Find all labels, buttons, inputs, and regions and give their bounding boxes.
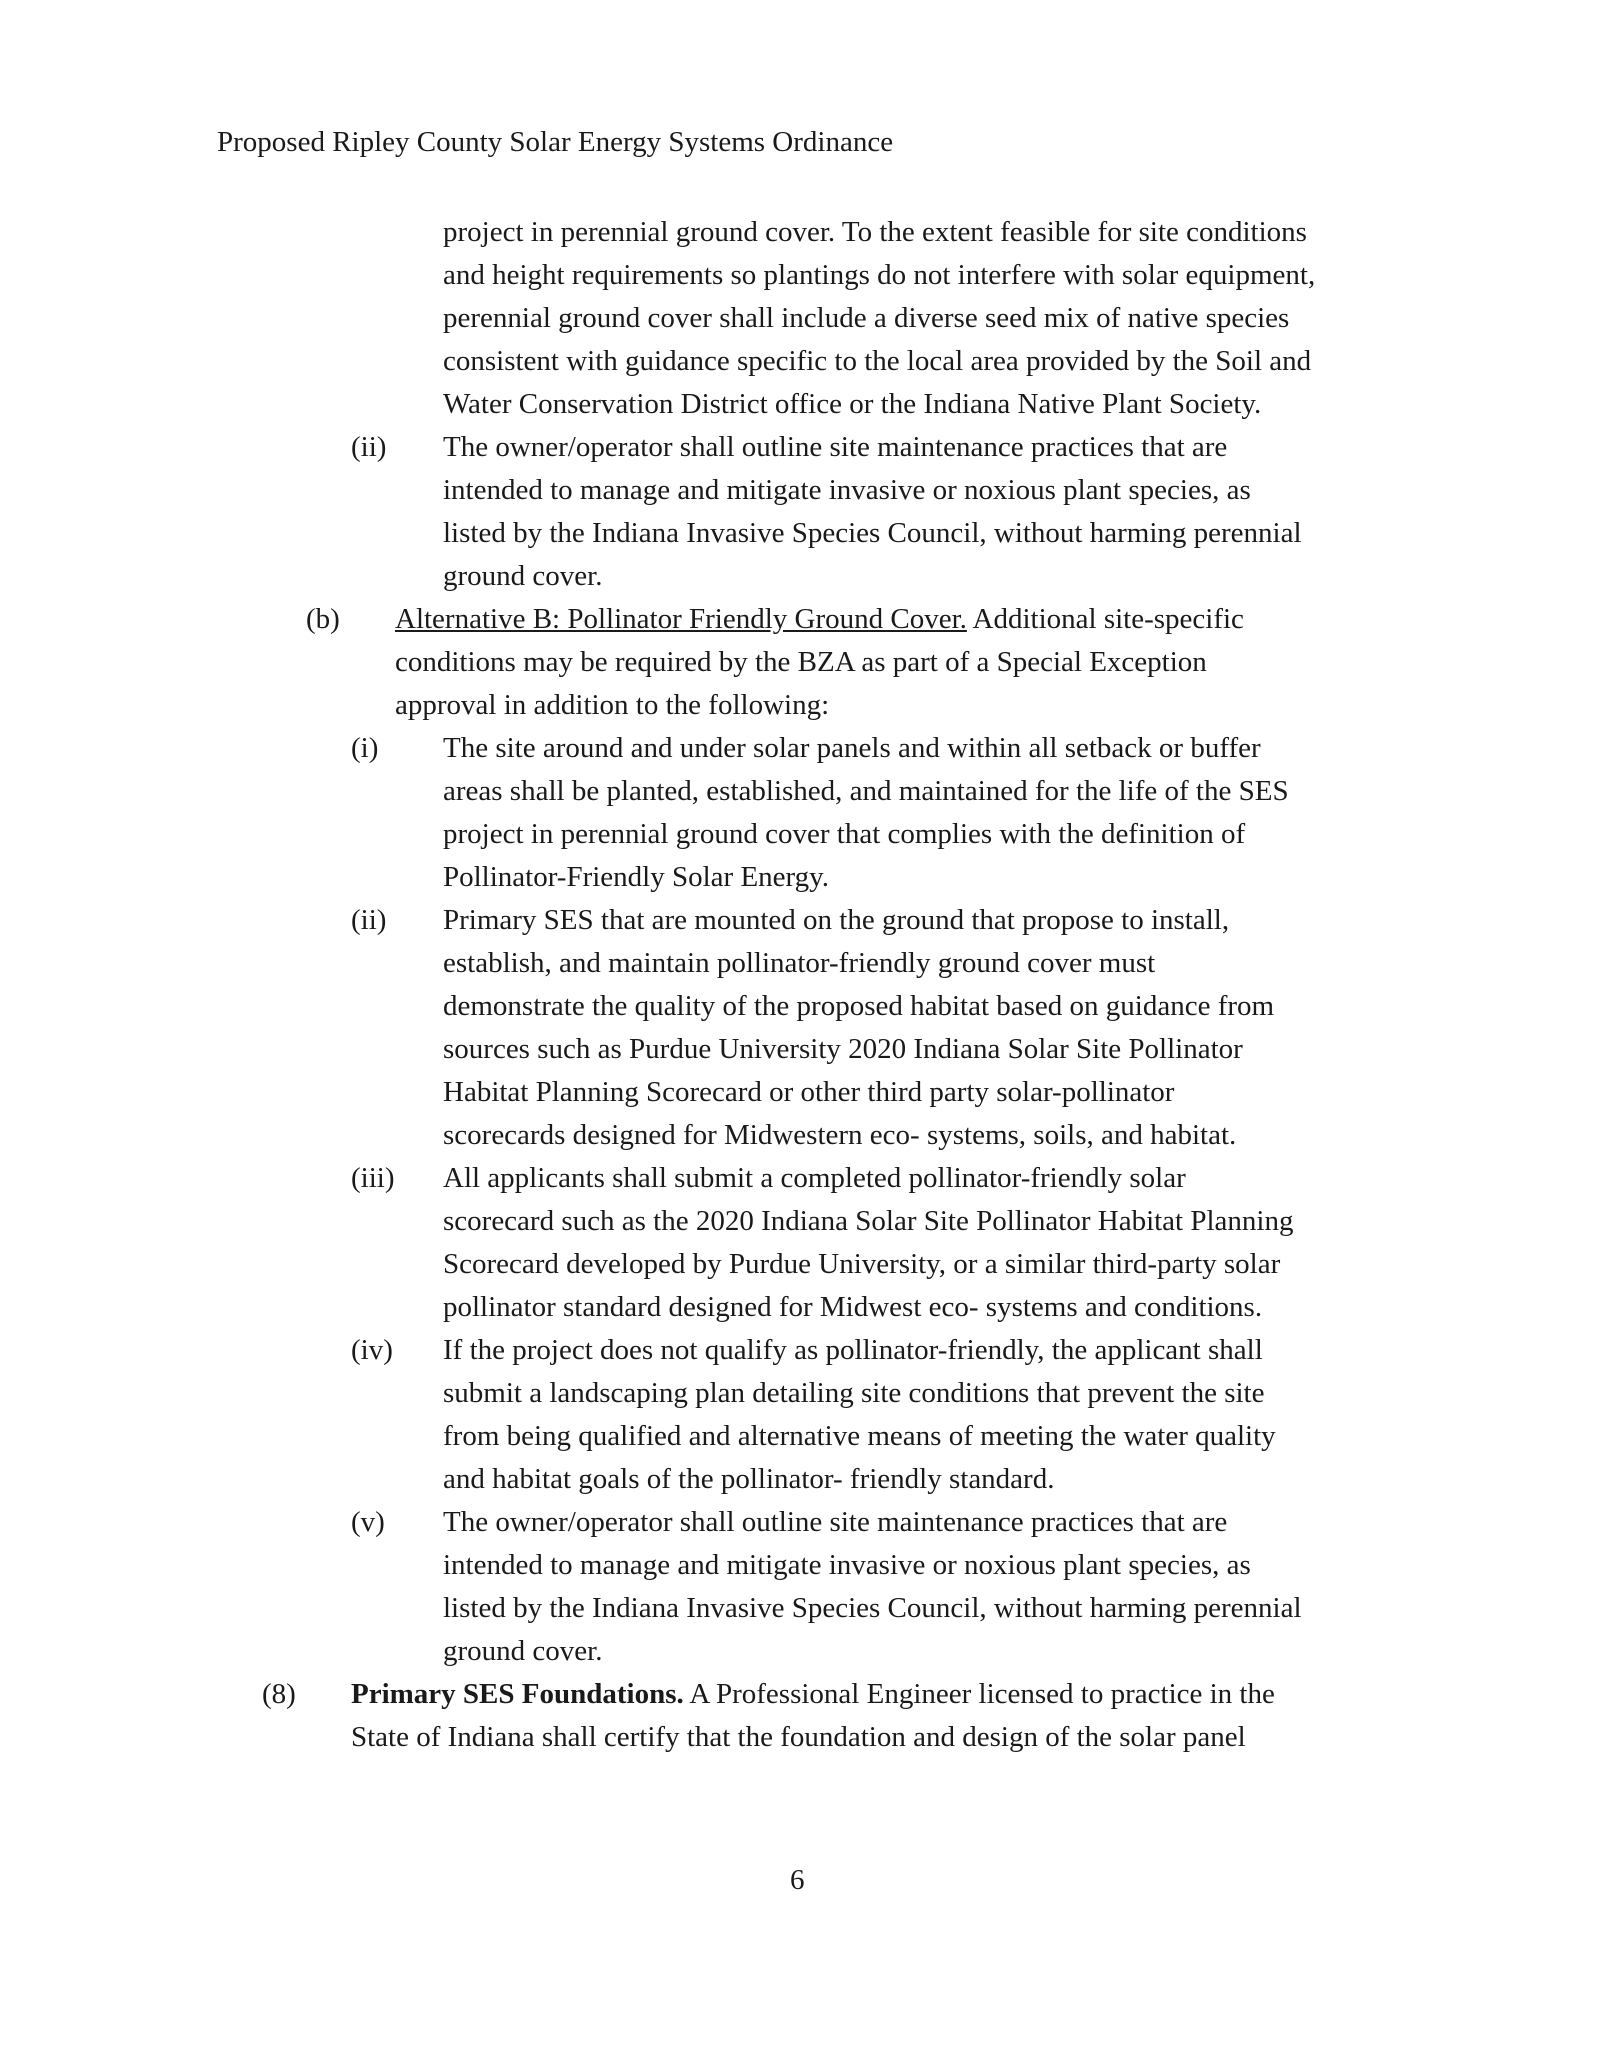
subsection-heading: Alternative B: Pollinator Friendly Ground Cover. xyxy=(395,603,967,635)
page-header: Proposed Ripley County Solar Energy Systems Ordinance xyxy=(217,126,894,158)
item-b-iii xyxy=(443,1157,1293,1329)
section-8 xyxy=(351,1673,1275,1759)
text-line: and habitat goals of the pollinator- friendly standard. xyxy=(443,1463,1055,1495)
continued-paragraph xyxy=(443,211,1315,426)
item-b-iv xyxy=(443,1329,1276,1501)
text-line: Scorecard developed by Purdue University, or a similar third-party solar xyxy=(443,1248,1281,1280)
text-line: listed by the Indiana Invasive Species Council, without harming perennial xyxy=(443,517,1302,549)
text-line: project in perennial ground cover. To the extent feasible for site conditions xyxy=(443,216,1307,248)
item-label: (iv) xyxy=(351,1334,393,1366)
text-line: Water Conservation District office or the Indiana Native Plant Society. xyxy=(443,388,1262,420)
text-line: consistent with guidance specific to the local area provided by the Soil and xyxy=(443,345,1312,377)
text-line: ground cover. xyxy=(443,1635,603,1667)
text-line: approval in addition to the following: xyxy=(395,689,830,721)
text-line: establish, and maintain pollinator-friendly ground cover must xyxy=(443,947,1156,979)
section-label: (8) xyxy=(262,1678,296,1710)
item-b-ii xyxy=(443,899,1274,1157)
text-line: from being qualified and alternative means of meeting the water quality xyxy=(443,1420,1276,1452)
text-line: scorecards designed for Midwestern eco- systems, soils, and habitat. xyxy=(443,1119,1237,1151)
item-label: (i) xyxy=(351,732,379,764)
section-heading: Primary SES Foundations. xyxy=(351,1678,684,1710)
text-line: The site around and under solar panels and within all setback or buffer xyxy=(443,732,1261,764)
subsection-label: (b) xyxy=(306,603,340,635)
text-line: areas shall be planted, established, and maintained for the life of the SES xyxy=(443,775,1289,807)
text-line: and height requirements so plantings do not interfere with solar equipment, xyxy=(443,259,1316,291)
text-line: perennial ground cover shall include a diverse seed mix of native species xyxy=(443,302,1290,334)
text-line: submit a landscaping plan detailing site conditions that prevent the site xyxy=(443,1377,1265,1409)
text-line: pollinator standard designed for Midwest eco- systems and conditions. xyxy=(443,1291,1263,1323)
item-label: (v) xyxy=(351,1506,385,1538)
item-b-v xyxy=(443,1501,1302,1673)
text-line: scorecard such as the 2020 Indiana Solar Site Pollinator Habitat Planning xyxy=(443,1205,1294,1237)
text-line: State of Indiana shall certify that the foundation and design of the solar panel xyxy=(351,1721,1246,1753)
page-number: 6 xyxy=(790,1864,805,1896)
text-line: All applicants shall submit a completed pollinator-friendly solar xyxy=(443,1162,1186,1194)
item-label: (ii) xyxy=(351,431,387,463)
item-b-i xyxy=(443,727,1289,899)
text-line: Habitat Planning Scorecard or other third party solar-pollinator xyxy=(443,1076,1175,1108)
text-line: conditions may be required by the BZA as part of a Special Exception xyxy=(395,646,1207,678)
text-line: If the project does not qualify as pollinator-friendly, the applicant shall xyxy=(443,1334,1263,1366)
text-line: listed by the Indiana Invasive Species Council, without harming perennial xyxy=(443,1592,1302,1624)
text-line: project in perennial ground cover that complies with the definition of xyxy=(443,818,1246,850)
text-line: The owner/operator shall outline site maintenance practices that are xyxy=(443,431,1228,463)
text-fragment: Additional site-specific xyxy=(966,603,1244,635)
item-label: (ii) xyxy=(351,904,387,936)
text-fragment: A Professional Engineer licensed to practice in the xyxy=(683,1678,1275,1710)
text-line: sources such as Purdue University 2020 Indiana Solar Site Pollinator xyxy=(443,1033,1243,1065)
item-a-ii xyxy=(443,426,1302,598)
text-line: ground cover. xyxy=(443,560,603,592)
text-line: Primary SES that are mounted on the ground that propose to install, xyxy=(443,904,1230,936)
item-label: (iii) xyxy=(351,1162,395,1194)
text-line: demonstrate the quality of the proposed habitat based on guidance from xyxy=(443,990,1275,1022)
text-line: The owner/operator shall outline site maintenance practices that are xyxy=(443,1506,1228,1538)
subsection-b xyxy=(395,598,1244,727)
text-line: intended to manage and mitigate invasive or noxious plant species, as xyxy=(443,474,1251,506)
text-line: Pollinator-Friendly Solar Energy. xyxy=(443,861,830,893)
text-line: intended to manage and mitigate invasive or noxious plant species, as xyxy=(443,1549,1251,1581)
